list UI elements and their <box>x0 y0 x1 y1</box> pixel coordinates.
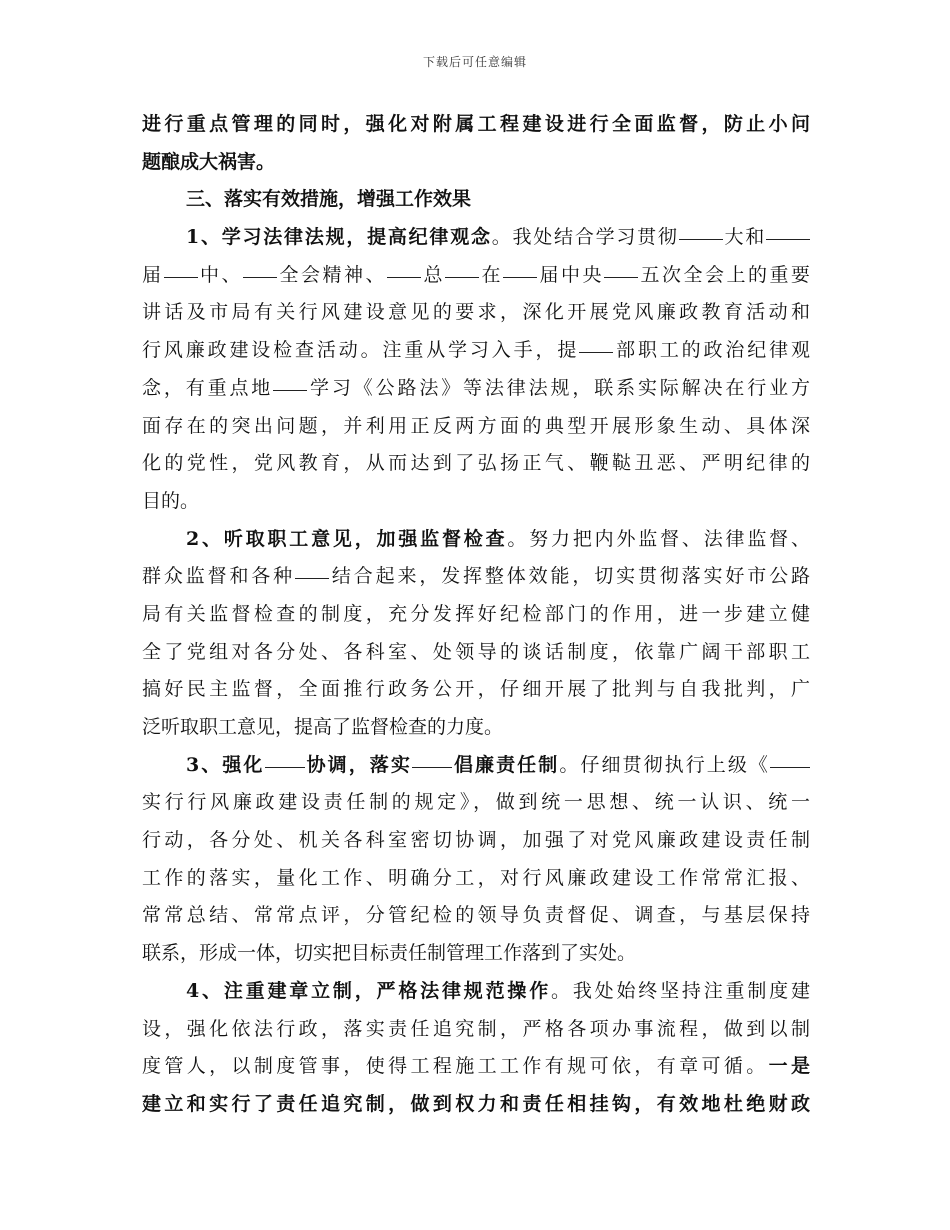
text-run: 工作的落实，量化工作、明确分工，对行风廉政建设工作常常汇报、 <box>142 866 810 889</box>
text-run: 群众监督和各种 <box>142 565 296 588</box>
fill-in-blank <box>273 370 307 391</box>
text-line <box>142 106 810 144</box>
text-run: 中、 <box>197 263 243 286</box>
text-line <box>142 973 810 1011</box>
bold-text-run: 1、学习法律法规，提高纪律观念 <box>186 226 492 249</box>
bold-text-run: 3、强化 <box>186 753 265 776</box>
text-run: 讲话及市局有关行风建设意见的要求，深化开展党风廉政教育活动和 <box>142 301 810 324</box>
text-run: 搞好民主监督，全面推行政务公开，仔细开展了批判与自我批判，广 <box>142 678 810 701</box>
text-run: 结合起来，发挥整体效能，切实贯彻落实好市公路 <box>329 565 810 588</box>
bold-text-run: 题酿成大祸害。 <box>142 150 276 173</box>
text-line <box>142 521 810 559</box>
text-line <box>142 747 810 785</box>
text-run: 届中央 <box>536 263 604 286</box>
text-run: 在 <box>478 263 503 286</box>
text-run: 学习《公路法》等法律法规，联系实际解决在行业方 <box>307 376 810 399</box>
fill-in-blank <box>295 558 329 579</box>
text-line <box>142 897 810 935</box>
text-line <box>142 408 810 446</box>
text-run: 。努力把内外监督、法律监督、 <box>507 527 810 550</box>
bold-text-run: 一是 <box>768 1055 810 1078</box>
text-line <box>142 144 810 182</box>
text-line <box>142 671 810 709</box>
text-run: 部职工的政治纪律观 <box>613 339 810 362</box>
text-line <box>142 294 810 332</box>
text-run: 念，有重点地 <box>142 376 274 399</box>
text-line <box>142 860 810 898</box>
text-line <box>142 1048 810 1086</box>
text-line <box>142 634 810 672</box>
text-run: 度管人，以制度管事，使得工程施工工作有规可依，有章可循。 <box>142 1055 769 1078</box>
text-line <box>142 596 810 634</box>
text-line <box>142 709 810 747</box>
text-run: 全会精神、 <box>277 263 387 286</box>
text-run: 五次全会上的重要 <box>637 263 810 286</box>
text-run: 实行行风廉政建设责任制的规定》，做到统一思想、统一认识、统一 <box>142 791 810 814</box>
text-line <box>142 370 810 408</box>
text-line <box>142 784 810 822</box>
text-run: 化的党性，党风教育，从而达到了弘扬正气、鞭鞑丑恶、严明纪律的 <box>142 452 810 475</box>
fill-in-blank <box>579 332 613 353</box>
bold-text-run: 协调，落实 <box>304 753 412 776</box>
bold-text-run: 进行重点管理的同时，强化对附属工程建设进行全面监督，防止小问 <box>142 113 810 135</box>
text-run: 大和 <box>722 226 766 249</box>
bold-text-run: 建立和实行了责任追究制，做到权力和责任相挂钩，有效地杜绝财政 <box>142 1092 810 1115</box>
text-line <box>142 935 810 973</box>
fill-in-blank <box>387 257 421 278</box>
text-run: 届 <box>142 263 164 286</box>
text-run: 。仔细贯彻执行上级《 <box>559 753 770 776</box>
text-run: 目的。 <box>142 489 200 512</box>
fill-in-blank <box>445 257 479 278</box>
text-run: 。我处结合学习贯彻 <box>491 226 679 249</box>
text-run: 面存在的突出问题，并利用正反两方面的典型开展形象生动、具体深 <box>142 414 810 437</box>
text-run: 设，强化依法行政，落实责任追究制，严格各项办事流程，做到以制 <box>142 1017 810 1040</box>
text-run: 联系，形成一体，切实把目标责任制管理工作落到了实处。 <box>142 942 637 965</box>
text-line <box>142 445 810 483</box>
fill-in-blank <box>164 257 198 278</box>
text-run: 行动，各分处、机关各科室密切协调，加强了对党风廉政建设责任制 <box>142 829 810 852</box>
text-run: 泛听取职工意见，提高了监督检查的力度。 <box>142 716 504 738</box>
text-run: 总 <box>420 263 445 286</box>
text-run: 。我处始终坚持注重制度建 <box>551 979 810 1002</box>
fill-in-blank <box>766 219 810 240</box>
text-run: 局有关监督检查的制度，充分发挥好纪检部门的作用，进一步建立健 <box>142 602 810 625</box>
text-run: 常常总结、常常点评，分管纪检的领导负责督促、调查，与基层保持 <box>142 904 810 927</box>
fill-in-blank <box>770 747 810 768</box>
fill-in-blank <box>679 219 723 240</box>
bold-text-run: 倡廉责任制 <box>451 753 560 776</box>
text-line <box>142 181 810 219</box>
text-line <box>142 483 810 521</box>
text-line <box>142 1011 810 1049</box>
page-header-note: 下载后可任意编辑 <box>422 55 527 69</box>
text-line <box>142 558 810 596</box>
fill-in-blank <box>265 747 305 768</box>
text-line <box>142 219 810 257</box>
text-run: 全了党组对各分处、各科室、处领导的谈话制度，依靠广阔干部职工 <box>142 640 810 663</box>
text-line <box>142 332 810 370</box>
document-body <box>142 106 810 1124</box>
text-line <box>142 257 810 295</box>
bold-text-run: 三、落实有效措施，增强工作效果 <box>186 188 472 211</box>
text-line <box>142 822 810 860</box>
text-line <box>142 1086 810 1124</box>
bold-text-run: 2、听取职工意见，加强监督检查 <box>186 527 508 550</box>
fill-in-blank <box>503 257 537 278</box>
bold-text-run: 4、注重建章立制，严格法律规范操作 <box>186 979 552 1002</box>
fill-in-blank <box>412 747 452 768</box>
fill-in-blank <box>604 257 638 278</box>
fill-in-blank <box>243 257 277 278</box>
text-run: 行风廉政建设检查活动。注重从学习入手，提 <box>142 339 580 362</box>
